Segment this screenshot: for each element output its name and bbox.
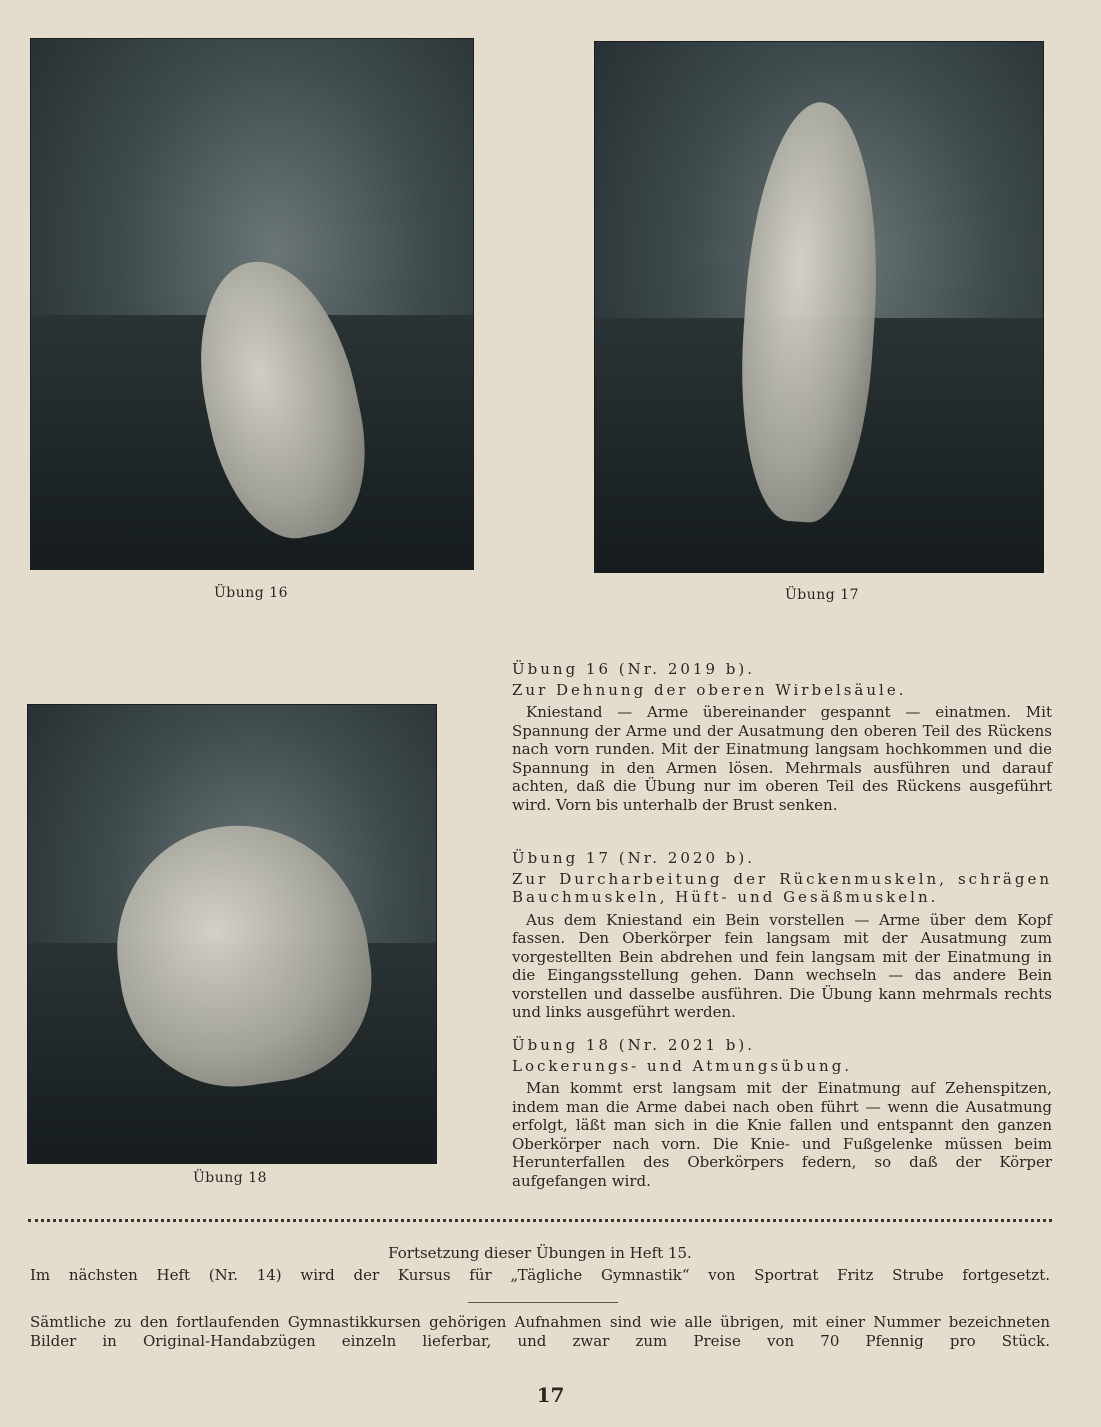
exercise-17-text (512, 849, 1052, 1022)
short-divider (468, 1302, 618, 1303)
exercise-subheading: Lockerungs- und Atmungsübung. (512, 1056, 853, 1075)
photo-exercise-18 (27, 704, 437, 1164)
exercise-18-text (512, 1036, 1052, 1190)
next-issue-note: Im nächsten Heft (Nr. 14) wird der Kursus für „Tägliche Gymnastik“ von Sportrat Fritz Strube fortgesetzt. (30, 1266, 1050, 1284)
exercise-body: Man kommt erst langsam mit der Einatmung auf Zehenspitzen, indem man die Arme dabei nach oben führt — wenn die Ausatmung erfolgt, läßt man sich in die Knie fallen und entspannt den ganzen Oberkörper nach vorn. Die Knie- und Fußgelenke müssen beim Herunterfallen des Oberkörpers federn, so daß der Körper aufgefangen wird. (512, 1079, 1052, 1190)
photo-exercise-17 (594, 41, 1044, 573)
photo-exercise-16 (30, 38, 474, 570)
exercise-16-text (512, 660, 1052, 814)
page-number: 17 (536, 1383, 565, 1407)
continuation-note: Fortsetzung dieser Übungen in Heft 15. (388, 1244, 692, 1262)
exercise-subheading: Zur Durcharbeitung der Rückenmuskeln, schrägen Bauchmuskeln, Hüft- und Gesäßmuskeln. (512, 869, 1052, 906)
exercise-body: Aus dem Kniestand ein Bein vorstellen — Arme über dem Kopf fassen. Den Oberkörper fein langsam mit der Ausatmung zum vorgestellten Bein abdrehen und fein langsam mit der Einatmung in die Eingangsstellung gehen. Dann wechseln — das andere Bein vorstellen und dasselbe ausführen. Die Übung kann mehrmals rechts und links ausgeführt werden. (512, 910, 1052, 1021)
exercise-heading: Übung 18 (Nr. 2021 b). (512, 1036, 755, 1054)
caption-exercise-16: Übung 16 (213, 585, 289, 601)
dotted-divider (28, 1219, 1052, 1222)
exercise-body: Kniestand — Arme übereinander gespannt — einatmen. Mit Spannung der Arme und der Ausatmung den oberen Teil des Rückens nach vorn runden. Mit der Einatmung langsam hochkommen und die Spannung in den Armen lösen. Mehrmals ausführen und darauf achten, daß die Übung nur im oberen Teil des Rückens ausgeführt wird. Vorn bis unterhalb der Brust senken. (512, 703, 1052, 814)
caption-exercise-17: Übung 17 (784, 587, 860, 603)
ordering-note: Sämtliche zu den fortlaufenden Gymnastikkursen gehörigen Aufnahmen sind wie alle übrigen, mit einer Nummer bezeichneten Bilder in Original-Handabzügen einzeln lieferbar, und zwar zum Preise von 70 Pfennig pro Stück. (30, 1313, 1050, 1350)
exercise-heading: Übung 16 (Nr. 2019 b). (512, 660, 755, 678)
caption-exercise-18: Übung 18 (192, 1170, 268, 1186)
exercise-heading: Übung 17 (Nr. 2020 b). (512, 849, 755, 867)
exercise-subheading: Zur Dehnung der oberen Wirbelsäule. (512, 680, 907, 699)
